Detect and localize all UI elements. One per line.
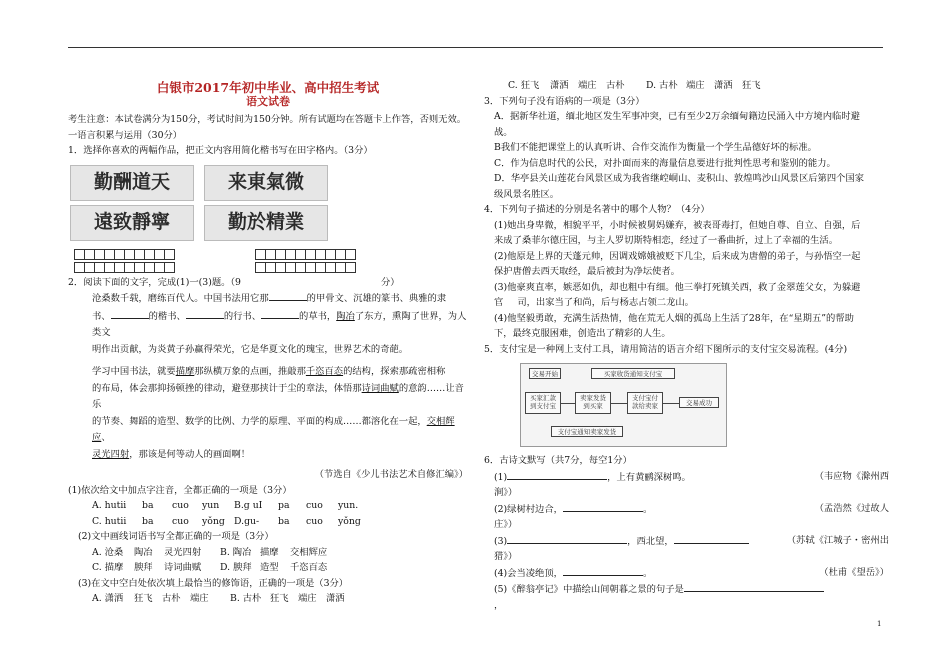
q4-item-1: (1)她出身卑微，相貌平平，小时候被舅妈嫌弃，被表哥毒打，但她自尊、自立、自强，后 来成了桑菲尔德庄园，与主人罗切斯特相恋，经过了一番曲折，过上了幸福的生活。 (494, 219, 861, 246)
sub-question-2: (2)文中画线词语书写全都正确的一项是（3分） (78, 531, 274, 542)
q3-option-c: C．作为信息时代的公民，对扑面而来的海量信息要进行批判性思考和鉴别的能力。 (494, 157, 836, 169)
sub-question-3: (3)在文中空白处依次填上最恰当的修饰语，正确的一项是（3分） (78, 577, 349, 589)
alipay-flow-diagram (520, 363, 727, 447)
calligraphy-image: 来東氣微 (204, 165, 328, 201)
flow-buyer-pay: 买家汇款到支付宝 (525, 392, 561, 414)
options-2-ab: A. 沧桑 陶冶 灵光四射 B. 陶冶 描摩 交相辉应 (92, 546, 328, 558)
passage-paragraph-1: 沧桑数千载，磨练百代人。中国书法用它那 的甲骨文、沉雄的篆书、典雅的隶 书、 的楷书、 的行书、 的草书，陶冶了东方，熏陶了世界，为人类文 明作出贡献，为炎黄子孙赢得荣光，它是华夏文化的瑰宝，世界艺术的奇葩。 (68, 290, 468, 358)
section-heading: 一语言积累与运用（30分） (68, 129, 183, 141)
question-6: 6．古诗文默写（共7分，每空1分） (484, 455, 632, 466)
options-1-ab: A. hutii ba cuo yun B.g uI pa cuo yun. (92, 500, 359, 511)
sub-question-1: (1)依次给文中加点字注音，全都正确的一项是（3分） (68, 484, 292, 496)
q3-option-d: D．华亭县关山莲花台风景区成为我省继崆峒山、麦积山、敦煌鸣沙山风景区后第四个国家 级风景名胜区。 (494, 173, 865, 200)
exam-subtitle: 语文试卷 (246, 95, 290, 108)
tianzige-grid-left[interactable] (74, 245, 175, 275)
flow-arrow (561, 403, 575, 404)
question-3: 3．下列句子没有语病的一项是（3分） (484, 95, 645, 107)
q6-item-3: (3) ，西北望， （苏轼《江城子・密州出 猎》） (494, 534, 889, 562)
q6-item-1: (1) ，上有黄鹂深树鸣。 （韦应物《滁州西 涧》） (494, 470, 889, 498)
options-2-cd: C. 描摩 腴拜 诗词曲赋 D. 腴拜 造型 千恣百态 (92, 562, 328, 573)
flow-success: 交易成功 (679, 397, 719, 408)
q6-item-5: (5)《醉翁亭记》中描绘山间朝暮之景的句子是 ， (484, 581, 889, 613)
header-rule (68, 47, 883, 48)
flow-notify-seller: 支付宝通知卖家发货 (551, 426, 623, 437)
flow-buyer-notify: 买家收货通知支付宝 (591, 368, 675, 379)
question-1: 1．选择你喜欢的两幅作品，把正文内容用简化楷书写在田字格内。（3分） (68, 145, 373, 156)
options-1-cd: C. hutii ba cuo yǒng D.gu- ba cuo yǒng (92, 515, 361, 527)
q3-option-a: A．据新华社道，缅北地区发生军事冲突，已有至少2万余缅甸籍边民涌入中方境内临时避 战。 (494, 111, 860, 138)
page-number: 1 (877, 620, 882, 628)
question-2: 2．阅读下面的文字，完成(1)一(3)题。（9 分） (68, 276, 400, 288)
q4-item-4: (4)他坚毅勇敢，充满生活热情，他在荒无人烟的孤岛上生活了28年，在“星期五”的帮助 下，最终克服困难，创造出了精彩的人生。 (494, 312, 854, 339)
passage-paragraph-2: 学习中国书法，就要描摩那纵横万象的点画，推敲那千恣百态的结构，探索那疏密相称 的布局，体会那抑扬顿挫的律动，避登那挟计于尘的章法，体悟那诗词曲赋的意韵……让音乐 的节奏、舞蹈的造型、数学的比例、力学的原理、平面的构成……都溶化在一起，交相辉应、 灵光四射，那该是何等动人的画面啊！ (92, 366, 464, 460)
q6-item-4: (4)会当凌绝顶， 。 （杜甫《望岳》） (494, 566, 889, 579)
tianzige-grid-right[interactable] (255, 245, 356, 275)
left-column (68, 78, 468, 607)
calligraphy-row-2 (70, 205, 468, 241)
question-4: 4．下列句子描述的分别是名著中的哪个人物？（4分） (484, 204, 710, 215)
q4-item-3: (3)他豪爽直率，嫉恶如仇，却也粗中有细。他三拳打死镇关西，救了金翠莲父女，为躲避 官 司，出家当了和尚，后与杨志占领二龙山。 (494, 281, 861, 308)
right-column (484, 78, 889, 613)
options-3-cd: C. 狂飞 潇洒 端庄 古朴 D. 古朴 端庄 潇洒 狂飞 (508, 80, 761, 91)
calligraphy-image: 遠致靜寧 (70, 205, 194, 241)
notice: 考生注意：本试卷满分为150分，考试时间为150分钟。所有试题均在答题卡上作答，否则无效。 (68, 114, 467, 125)
options-3-ab: A. 潇洒 狂飞 古朴 端庄 B. 古朴 狂飞 端庄 潇洒 (92, 593, 345, 604)
q6-item-2: (2)绿树村边合， 。 （孟浩然《过故人 庄》） (494, 502, 889, 530)
calligraphy-row-1 (70, 165, 468, 201)
exam-title: 白银市2017年初中毕业、高中招生考试 (156, 80, 380, 95)
calligraphy-image: 勤酬道天 (70, 165, 194, 201)
flow-pay-seller: 支付宝付款给卖家 (627, 392, 663, 414)
flow-seller-ship: 卖家发货到买家 (575, 392, 611, 414)
passage-source: （节选自《少儿书法艺术自修汇编》） (314, 469, 468, 480)
q3-option-b: B我们不能把课堂上的认真听讲、合作交流作为衡量一个学生品德好坏的标准。 (494, 142, 817, 153)
question-5: 5．支付宝是一种网上支付工具，请用简洁的语言介绍下图所示的支付宝交易流程。(4分) (484, 343, 848, 355)
flow-start: 交易开始 (529, 368, 561, 379)
calligraphy-image: 勤於精業 (204, 205, 328, 241)
writing-grids (74, 245, 468, 275)
flow-arrow (663, 403, 679, 404)
flow-arrow (611, 403, 627, 404)
q4-item-2: (2)他原是上界的天蓬元帅，因调戏嫦娥被贬下几尘，后来成为唐僧的弟子，与孙悟空一起 保护唐僧去西天取经，最后被封为净坛使者。 (494, 250, 861, 277)
